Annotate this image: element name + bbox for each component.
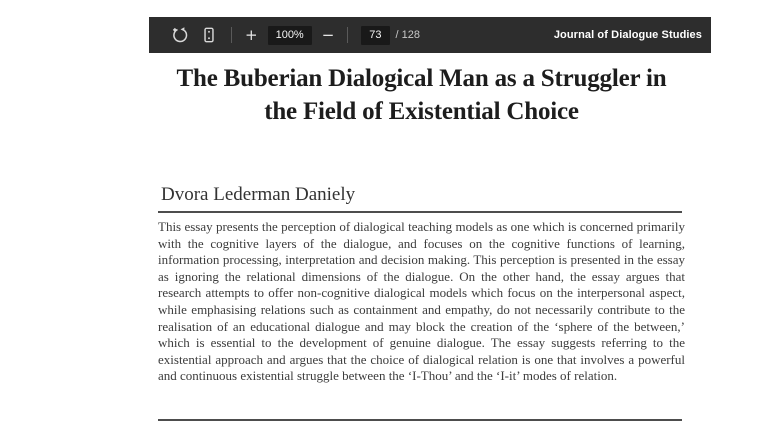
- page-total-label: / 128: [395, 29, 421, 41]
- pdf-toolbar: [149, 17, 711, 53]
- toolbar-separator: [231, 27, 232, 43]
- article-title-line-2: the Field of Existential Choice: [264, 98, 579, 125]
- article-title-line-1: The Buberian Dialogical Man as a Struggler in: [176, 65, 667, 92]
- toolbar-separator: [347, 27, 348, 43]
- article-title: [158, 62, 685, 128]
- zoom-level-field[interactable]: 100%: [268, 26, 312, 45]
- fit-to-page-button[interactable]: [200, 26, 218, 44]
- fit-to-page-icon: [200, 26, 218, 44]
- rotate-button[interactable]: [171, 26, 189, 44]
- journal-name-label: Journal of Dialogue Studies: [553, 29, 702, 41]
- page-number-field[interactable]: 73: [361, 26, 389, 45]
- zoom-out-button[interactable]: −: [321, 25, 335, 44]
- author-name: Dvora Lederman Daniely: [161, 184, 356, 205]
- abstract-divider: [158, 419, 682, 421]
- abstract-text: This essay presents the perception of dialogical teaching models as one which is concerned primarily with the cognitive layers of the dialogue, and focuses on the cognitive functions of learning, information processing, interpretation and decision making. This perception is presented in the essay as ignoring the relational dimensions of the dialogue. On the other hand, the essay argues that research attempts to offer non-cognitive dialogical models which focus on the interpersonal aspect, while emphasising relations such as containment and empathy, do not necessarily contribute to the realisation of an educational dialogue and may block the creation of the ‘sphere of the between,’ which is essential to the development of genuine dialogue. The essay suggests referring to the existential approach and argues that the choice of dialogical relation is one that involves a powerful and continuous existential struggle between the ‘I-Thou’ and the ‘I-it’ modes of relation.: [158, 219, 685, 384]
- zoom-in-button[interactable]: +: [245, 25, 258, 44]
- author-divider: [158, 211, 682, 213]
- rotate-page-icon: [171, 26, 189, 44]
